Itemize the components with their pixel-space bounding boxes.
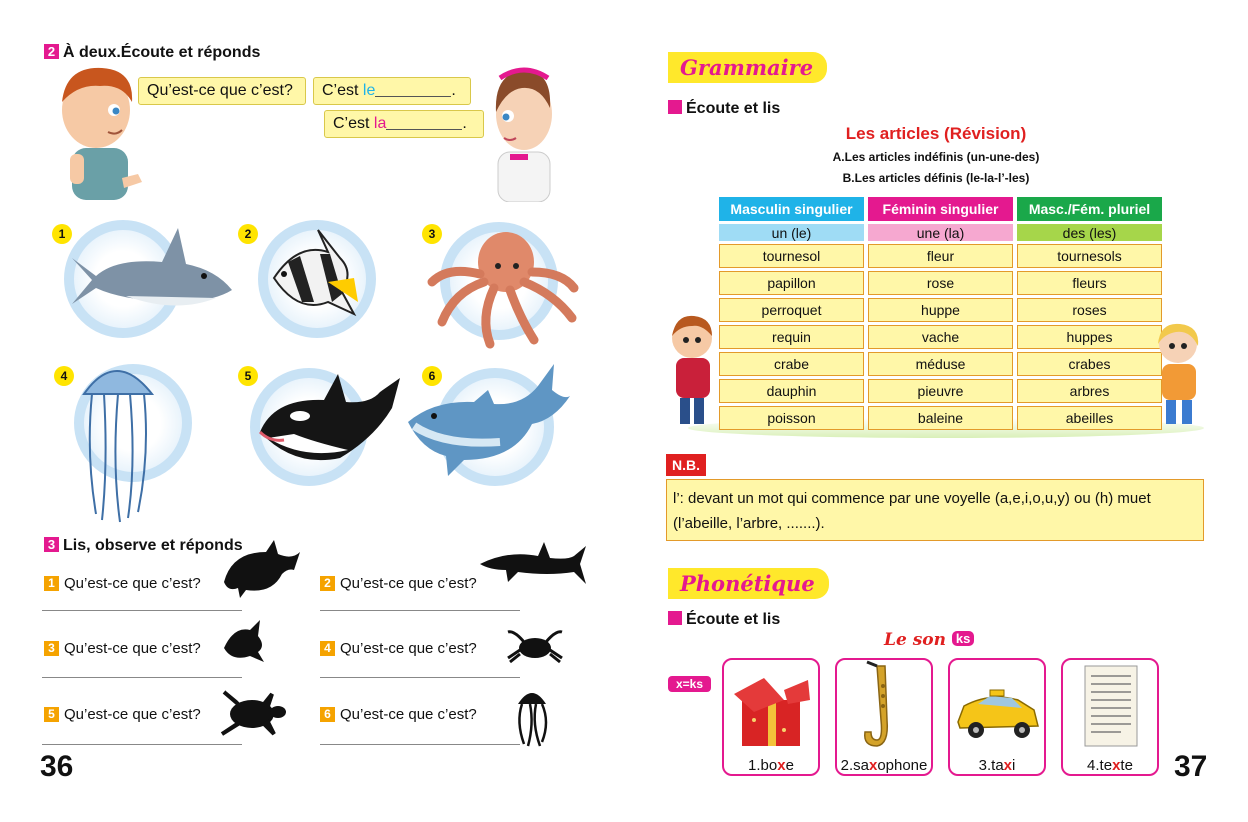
animal-number: 1 xyxy=(52,224,72,244)
word-label: 3.taxi xyxy=(978,757,1016,774)
table-cell: tournesol xyxy=(719,244,864,268)
table-row xyxy=(719,352,1162,376)
table-cell: arbres xyxy=(1017,379,1162,403)
gift-box-icon xyxy=(724,660,818,752)
article-la: la xyxy=(373,115,387,132)
table-row xyxy=(719,298,1162,322)
animal-number: 3 xyxy=(422,224,442,244)
word-label: 2.saxophone xyxy=(840,757,928,774)
column-sub-pluriel: des (les) xyxy=(1017,224,1162,241)
dolphin-image xyxy=(404,360,572,490)
question-1: 1 Qu’est-ce que c’est? xyxy=(44,575,201,592)
word-card-taxi xyxy=(948,658,1046,776)
saxophone-icon xyxy=(837,660,931,752)
table-cell: dauphin xyxy=(719,379,864,403)
fish-silhouette-icon xyxy=(220,618,266,664)
boy-peeking-illustration xyxy=(666,312,718,426)
table-cell: perroquet xyxy=(719,298,864,322)
column-header-masculin: Masculin singulier xyxy=(719,197,864,221)
word-card-texte xyxy=(1061,658,1159,776)
crab-silhouette-icon xyxy=(504,624,566,664)
articles-title: Les articles (Révision) xyxy=(845,124,1027,143)
question-6: 6 Qu’est-ce que c’est? xyxy=(320,706,477,723)
table-row xyxy=(719,271,1162,295)
orca-image xyxy=(254,368,404,468)
animal-number: 5 xyxy=(238,366,258,386)
animal-number: 6 xyxy=(422,366,442,386)
column-header-feminin: Féminin singulier xyxy=(868,197,1013,221)
nb-box xyxy=(666,479,1204,541)
table-cell: pieuvre xyxy=(868,379,1013,403)
table-cell: vache xyxy=(868,325,1013,349)
question-5: 5 Qu’est-ce que c’est? xyxy=(44,706,201,723)
son-label: Le son ks xyxy=(884,630,974,650)
table-cell: fleur xyxy=(868,244,1013,268)
text-page-icon xyxy=(1063,660,1157,752)
table-cell: fleurs xyxy=(1017,271,1162,295)
word-card-boxe xyxy=(722,658,820,776)
son-badge: ks xyxy=(952,631,974,646)
animal-number: 4 xyxy=(54,366,74,386)
answer-line[interactable] xyxy=(320,744,520,745)
girl-peeking-illustration xyxy=(1154,320,1204,426)
boy-illustration xyxy=(52,62,144,202)
articles-table xyxy=(715,194,1166,433)
nb-rule-text: l’: devant un mot qui commence par une voyelle (a,e,i,o,u,y) ou (h) muet xyxy=(673,490,1151,507)
question-2: 2 Qu’est-ce que c’est? xyxy=(320,575,477,592)
table-cell: poisson xyxy=(719,406,864,430)
table-cell: roses xyxy=(1017,298,1162,322)
answer-line[interactable] xyxy=(42,744,242,745)
table-row xyxy=(719,244,1162,268)
answer-line[interactable] xyxy=(320,610,520,611)
pink-marker-icon xyxy=(668,611,682,625)
fish-image xyxy=(258,222,368,332)
grammaire-instruction: Écoute et lis xyxy=(668,100,780,118)
column-sub-feminin: une (la) xyxy=(868,224,1013,241)
section-3-title: 3 Lis, observe et réponds xyxy=(44,537,243,555)
table-cell: abeilles xyxy=(1017,406,1162,430)
octopus-image xyxy=(424,222,580,352)
column-header-pluriel: Masc./Fém. pluriel xyxy=(1017,197,1162,221)
answer-line[interactable] xyxy=(42,610,242,611)
turtle-silhouette-icon xyxy=(218,688,288,738)
indefinite-articles-line: A.Les articles indéfinis (un-une-des) xyxy=(832,150,1040,164)
column-sub-masculin: un (le) xyxy=(719,224,864,241)
answer-bubble-la: C’est la . xyxy=(324,110,484,138)
article-le: le xyxy=(362,82,376,99)
question-4: 4 Qu’est-ce que c’est? xyxy=(320,640,477,657)
definite-articles-line: B.Les articles définis (le-la-l’-les) xyxy=(842,171,1030,185)
answer-line[interactable] xyxy=(42,677,242,678)
section-3-number: 3 xyxy=(44,537,59,552)
page-number-right: 37 xyxy=(1174,750,1208,783)
table-cell: huppe xyxy=(868,298,1013,322)
table-cell: papillon xyxy=(719,271,864,295)
rule-badge: x=ks xyxy=(668,676,711,692)
page-number-left: 36 xyxy=(40,750,74,783)
shark-image xyxy=(66,218,236,328)
table-cell: crabe xyxy=(719,352,864,376)
answer-bubble-le: C’est le . xyxy=(313,77,471,105)
girl-illustration xyxy=(488,62,552,202)
jellyfish-silhouette-icon xyxy=(512,686,552,748)
pink-marker-icon xyxy=(668,100,682,114)
phonetique-instruction: Écoute et lis xyxy=(668,611,780,629)
question-bubble: Qu’est-ce que c’est? xyxy=(138,77,306,105)
question-3: 3 Qu’est-ce que c’est? xyxy=(44,640,201,657)
table-cell: huppes xyxy=(1017,325,1162,349)
shark-silhouette-icon xyxy=(478,542,588,588)
nb-label: N.B. xyxy=(666,454,706,476)
jellyfish-image xyxy=(68,354,168,524)
table-cell: crabes xyxy=(1017,352,1162,376)
blank-line xyxy=(375,83,451,97)
nb-examples-text: (l’abeille, l’arbre, .......). xyxy=(673,515,825,532)
table-cell: baleine xyxy=(868,406,1013,430)
section-2-number: 2 xyxy=(44,44,59,59)
taxi-icon xyxy=(950,660,1044,752)
dolphin-silhouette-icon xyxy=(222,538,302,600)
table-row xyxy=(719,379,1162,403)
blank-line xyxy=(386,116,462,130)
answer-line[interactable] xyxy=(320,677,520,678)
table-row xyxy=(719,325,1162,349)
animal-number: 2 xyxy=(238,224,258,244)
table-cell: méduse xyxy=(868,352,1013,376)
table-cell: requin xyxy=(719,325,864,349)
word-label: 4.texte xyxy=(1087,757,1133,774)
table-row xyxy=(719,406,1162,430)
phonetique-label: Phonétique xyxy=(668,568,829,599)
table-cell: rose xyxy=(868,271,1013,295)
grammaire-label: Grammaire xyxy=(668,52,827,83)
table-cell: tournesols xyxy=(1017,244,1162,268)
section-2-title: 2 À deux.Écoute et réponds xyxy=(44,44,260,62)
word-card-saxophone xyxy=(835,658,933,776)
word-label: 1.boxe xyxy=(748,757,794,774)
